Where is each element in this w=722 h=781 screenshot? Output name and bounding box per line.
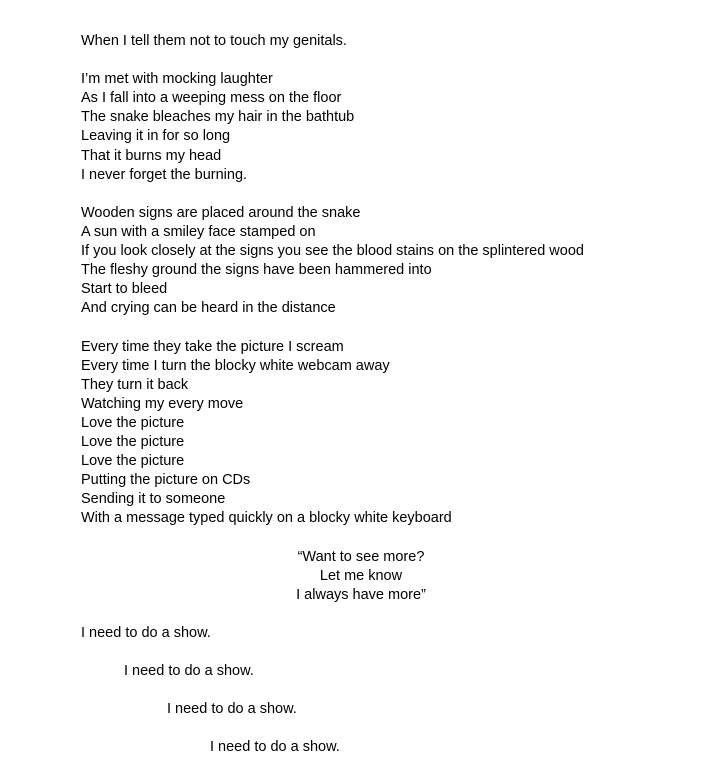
stanza-gap — [81, 681, 681, 700]
poem-line: Wooden signs are placed around the snake — [81, 204, 361, 221]
poem-line: With a message typed quickly on a blocky white keyboard — [81, 510, 452, 527]
stanza-gap — [81, 643, 681, 662]
quote-line: “Want to see more? — [297, 548, 425, 565]
stanza-gap — [81, 185, 681, 204]
poem-line: If you look closely at the signs you see the blood stains on the splintered wood — [81, 243, 584, 260]
poem-line: They turn it back — [81, 376, 189, 393]
poem-line: Love the picture — [81, 453, 185, 470]
stanza-gap — [81, 719, 681, 738]
poem-line: As I fall into a weeping mess on the floor — [81, 90, 342, 107]
stanza-gap — [81, 51, 681, 70]
poem-line: Watching my every move — [81, 395, 244, 412]
poem-line: And crying can be heard in the distance — [81, 300, 336, 317]
refrain-line: I need to do a show. — [167, 701, 297, 718]
poem-line: Every time I turn the blocky white webcam away — [81, 357, 390, 374]
stanza-gap — [81, 605, 681, 624]
poem-line: I never forget the burning. — [81, 166, 248, 183]
poem-line: That it burns my head — [81, 147, 222, 164]
poem-line: Putting the picture on CDs — [81, 472, 251, 489]
poem-line: Sending it to someone — [81, 491, 226, 508]
poem-line: The fleshy ground the signs have been hammered into — [81, 262, 432, 279]
poem-line: The snake bleaches my hair in the bathtub — [81, 109, 355, 126]
poem-line: When I tell them not to touch my genitals. — [81, 33, 347, 49]
quote-line: I always have more” — [296, 586, 426, 603]
poem-line: Love the picture — [81, 433, 185, 450]
quote-line: Let me know — [319, 567, 403, 584]
poem-line: Leaving it in for so long — [81, 128, 231, 145]
poem-line: A sun with a smiley face stamped on — [81, 223, 316, 240]
poem-body — [81, 32, 681, 758]
refrain-line: I need to do a show. — [210, 739, 340, 756]
poem-line: I’m met with mocking laughter — [81, 71, 273, 88]
stanza-gap — [81, 318, 681, 337]
refrain-line: I need to do a show. — [81, 624, 211, 641]
poem-line: Love the picture — [81, 414, 185, 431]
refrain-line: I need to do a show. — [124, 663, 254, 680]
poem-line: Every time they take the picture I scream — [81, 338, 344, 355]
poem-line: Start to bleed — [81, 281, 168, 298]
stanza-gap — [81, 528, 681, 547]
